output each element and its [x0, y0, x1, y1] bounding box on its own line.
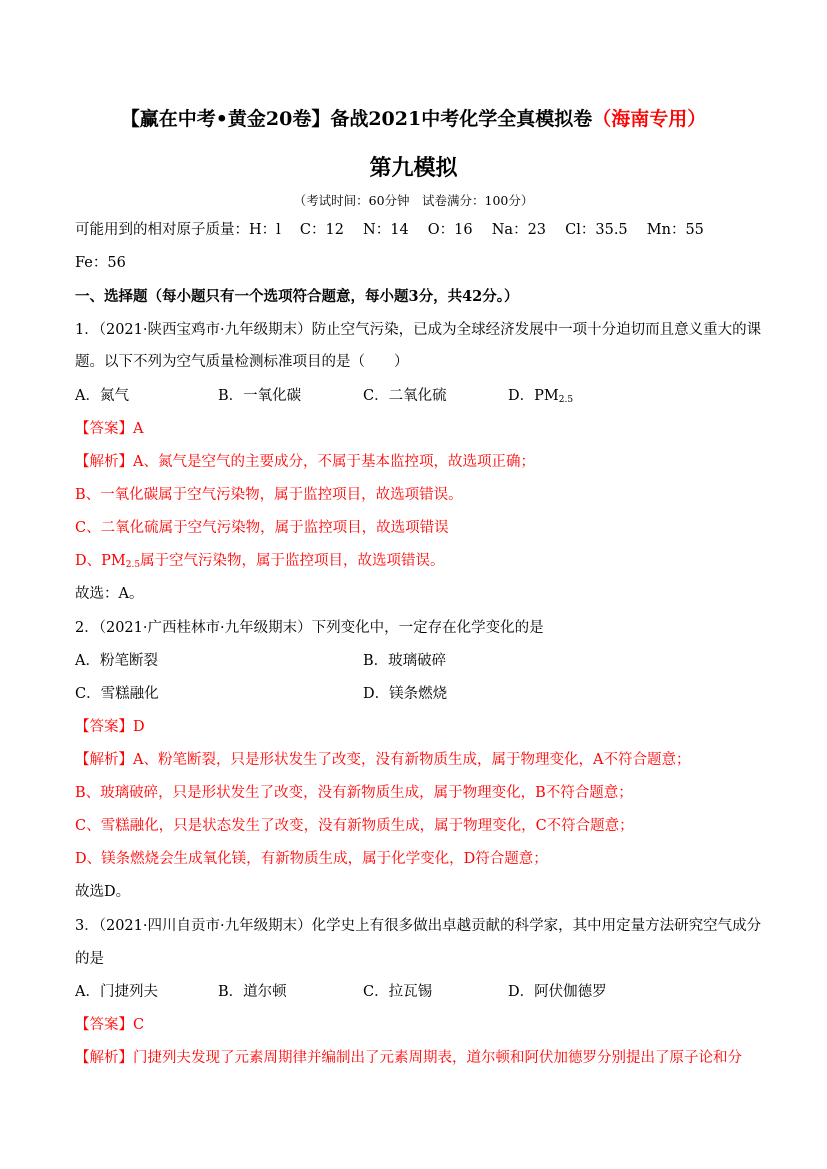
q2-explanation-3: C、雪糕融化，只是状态发生了改变，没有新物质生成，属于物理变化，C不符合题意；	[75, 818, 634, 834]
q1-explanation-4-post: 属于空气污染物，属于监控项目，故选项错误。	[140, 553, 445, 569]
q1-option-d	[508, 387, 573, 409]
q2-option-b: B．玻璃破碎	[363, 653, 447, 669]
q1-explanation-2: B、一氧化碳属于空气污染物，属于监控项目，故选项错误。	[75, 487, 463, 503]
q1-option-a: A．氮气	[75, 388, 129, 404]
q3-option-d: D．阿伏伽德罗	[508, 984, 607, 1000]
exam-info: （考试时间：60分钟 试卷满分：100分）	[293, 193, 534, 208]
q3-answer: 【答案】C	[75, 1017, 145, 1033]
q2-option-d: D．镁条燃烧	[363, 686, 448, 702]
q1-explanation-4-pre: D、PM	[75, 553, 126, 569]
q2-answer: 【答案】D	[75, 719, 145, 735]
exam-subtitle: 第九模拟	[369, 155, 458, 181]
q2-conclusion: 故选D。	[75, 884, 131, 900]
q1-stem-line1: 1．（2021·陕西宝鸡市·九年级期末）防止空气污染，已成为全球经济发展中一项十分迫切而且意义重大的课	[75, 322, 762, 338]
section-heading: 一、选择题（每小题只有一个选项符合题意，每小题3分，共42分。）	[75, 288, 519, 305]
q3-stem-line1: 3．（2021·四川自贡市·九年级期末）化学史上有很多做出卓越贡献的科学家，其中用定量方法研究空气成分	[75, 918, 762, 934]
q1-explanation-4-subscript: 2.5	[125, 560, 141, 570]
q2-explanation-2: B、玻璃破碎，只是形状发生了改变，没有新物质生成，属于物理变化，B不符合题意；	[75, 785, 633, 801]
q3-option-c: C．拉瓦锡	[363, 984, 433, 1000]
q3-explanation-1: 【解析】门捷列夫发现了元素周期律并编制出了元素周期表，道尔顿和阿伏加德罗分别提出了原子论和分	[75, 1050, 742, 1066]
q2-explanation-1: 【解析】A、粉笔断裂，只是形状发生了改变，没有新物质生成，属于物理变化，A不符合题意；	[75, 752, 691, 768]
q1-conclusion: 故选：A。	[75, 586, 144, 602]
q2-option-a: A．粉笔断裂	[75, 653, 158, 669]
q3-option-b: B．道尔顿	[218, 984, 287, 1000]
q1-answer: 【答案】A	[75, 421, 144, 437]
q1-explanation-4	[75, 552, 445, 574]
atomic-mass-line1: 可能用到的相对原子质量：H：l C：12 N：14 O：16 Na：23 Cl：35.5 Mn：55	[75, 222, 704, 238]
q2-option-c: C．雪糕融化	[75, 686, 159, 702]
q1-option-d-subscript: 2.5	[558, 395, 574, 405]
q3-option-a: A．门捷列夫	[75, 984, 158, 1000]
q1-option-d-text: D．PM	[508, 388, 559, 404]
atomic-mass-line2: Fe：56	[75, 255, 126, 271]
q2-explanation-4: D、镁条燃烧会生成氧化镁，有新物质生成，属于化学变化，D符合题意；	[75, 851, 548, 867]
q1-option-c: C．二氧化硫	[363, 388, 447, 404]
q1-explanation-3: C、二氧化硫属于空气污染物，属于监控项目，故选项错误	[75, 520, 449, 536]
exam-title	[0, 104, 827, 131]
q1-option-b: B．一氧化碳	[218, 388, 302, 404]
exam-title-region: （海南专用）	[592, 108, 707, 130]
q1-explanation-1: 【解析】A、氮气是空气的主要成分，不属于基本监控项，故选项正确；	[75, 454, 535, 470]
q3-stem-line2: 的是	[75, 951, 104, 967]
q2-stem: 2．（2021·广西桂林市·九年级期末）下列变化中，一定存在化学变化的是	[75, 620, 544, 636]
exam-title-main: 【赢在中考•黄金20卷】备战2021中考化学全真模拟卷	[120, 108, 593, 130]
q1-stem-line2: 题。以下不列为空气质量检测标准项目的是（ ）	[75, 354, 409, 370]
